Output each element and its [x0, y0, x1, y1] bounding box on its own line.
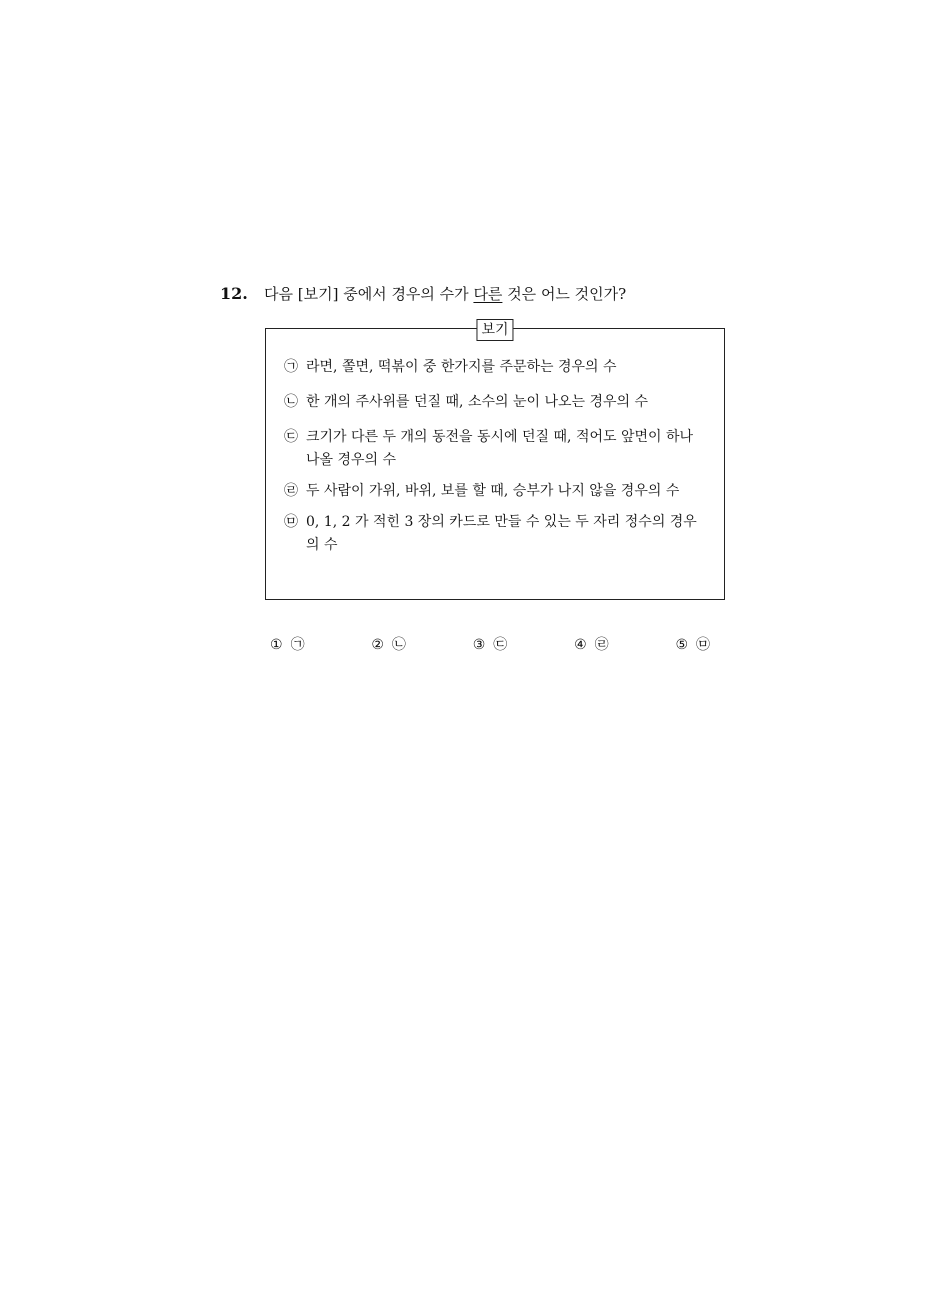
question-text-after: 것은 어느 것인가?	[502, 285, 627, 303]
bogi-item-3	[284, 426, 706, 472]
choice-label: ㉠	[290, 637, 305, 653]
answer-choice-4[interactable]	[574, 635, 609, 655]
bogi-item-text: 0, 1, 2 가 적힌 3 장의 카드로 만들 수 있는 두 자리 정수의 경우의 수	[306, 514, 697, 553]
bogi-item-1	[284, 356, 706, 379]
question-12	[220, 283, 740, 653]
question-text	[264, 283, 626, 305]
bogi-title: 보기	[476, 319, 513, 341]
choice-label: ㉢	[493, 637, 508, 653]
bogi-item-marker: ㉠	[284, 359, 298, 375]
bogi-item-text: 한 개의 주사위를 던질 때, 소수의 눈이 나오는 경우의 수	[306, 394, 649, 410]
answer-choice-5[interactable]	[675, 635, 710, 655]
answer-choice-1[interactable]	[270, 635, 305, 655]
answer-choices	[270, 635, 710, 655]
question-number: 12.	[220, 284, 248, 303]
answer-choice-2[interactable]	[371, 635, 406, 655]
choice-label: ㉡	[391, 637, 406, 653]
bogi-item-marker: ㉡	[284, 394, 298, 410]
bogi-box	[265, 322, 725, 600]
bogi-item-text: 라면, 쫄면, 떡볶이 중 한가지를 주문하는 경우의 수	[306, 359, 617, 375]
bogi-item-marker: ㉣	[284, 483, 298, 499]
answer-choice-3[interactable]	[473, 635, 508, 655]
bogi-item-2	[284, 391, 706, 414]
choice-label: ㉣	[594, 637, 609, 653]
bogi-list	[284, 356, 706, 557]
choice-label: ㉤	[696, 637, 710, 653]
choice-number: ②	[371, 637, 384, 653]
question-text-before: 다음 [보기] 중에서 경우의 수가	[264, 285, 474, 303]
question-header	[220, 283, 740, 305]
choice-number: ⑤	[675, 637, 688, 653]
bogi-item-text: 크기가 다른 두 개의 동전을 동시에 던질 때, 적어도 앞면이 하나 나올 경우의 수	[306, 429, 694, 468]
bogi-item-marker: ㉤	[284, 514, 298, 530]
choice-number: ④	[574, 637, 587, 653]
bogi-item-text: 두 사람이 가위, 바위, 보를 할 때, 승부가 나지 않을 경우의 수	[306, 483, 680, 499]
bogi-item-4	[284, 480, 706, 503]
choice-number: ①	[270, 637, 283, 653]
question-text-underlined: 다른	[473, 285, 503, 303]
choice-number: ③	[472, 637, 486, 653]
bogi-item-5	[284, 511, 706, 557]
bogi-item-marker: ㉢	[284, 429, 298, 445]
